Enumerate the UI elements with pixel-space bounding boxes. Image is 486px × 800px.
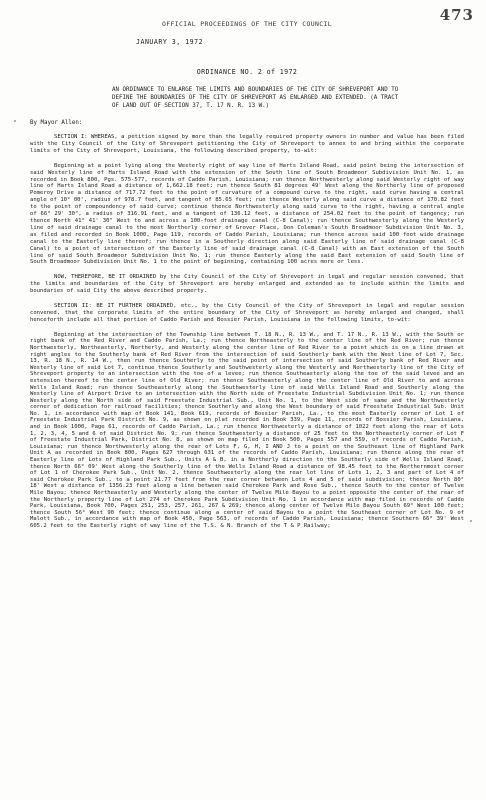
ordinance-caption: AN ORDINANCE TO ENLARGE THE LIMITS AND BOUNDARIES OF THE CITY OF SHREVEPORT AND TO DEFINE THE BOUNDARIES OF THE CITY OF SHREVEPORT AS ENLARGED AND EXTENDED. (A TRACT OF LAND OUT OF SECTION 37, T. 17 N. R. 13 W.) <box>112 87 399 109</box>
ordinance-title: ORDINANCE NO. 2 of 1972 <box>196 68 298 76</box>
scan-speck <box>470 520 472 522</box>
section-one-paragraph: SECTION I: WHEREAS, a petition signed by more than the legally required property owners in number and value has been filed with the City Council of the City of Shreveport petitioning the City of Shreveport to annex to and bring within the corporate limits of the City of Shreveport, Louisiana, the following described property, to-wit: <box>30 134 464 154</box>
proceedings-header: OFFICIAL PROCEEDINGS OF THE CITY COUNCIL <box>162 20 332 28</box>
meeting-date: JANUARY 3, 1972 <box>136 38 204 46</box>
scan-speck <box>14 120 16 122</box>
page-number: 473 <box>439 6 474 24</box>
property-description-paragraph: Beginning at a point lying along the Westerly right of way line of Harts Island Road, said point being the intersection of said Westerly line of Harts Island Road with the extension of the South line of South Broadmoor Subdivision Unit No. 1, as recorded in Book 800, Pgs. 575-577, records of Caddo Parish, Louisiana; run thence Northwesterly along said Westerly right of way line of Harts Island Road a distance of 1,662.18 feet; run thence South 81 degrees 49' West along the Northerly line of proposed Pomeroy Drive a distance of 717.72 feet to the point of curvature of a compound curve to the right, said curve having a central angle of 10° 00', radius of 978.7 feet, and tangent of 85.65 feet; run thence Westerly along said curve a distance of 170.82 feet to the point of compoundency of said curve; continue thence Northwesterly along said curve to the right, having a central angle of 66° 29' 30", a radius of 316.91 feet, and a tangent of 136.12 feet, a distance of 254.02 feet to the point of tangency; run thence North 41° 41' 30" West to and across a 100-foot drainage canal (C-8 Canal); run thence Southwesterly along the Westerly line of said drainage canal to the most Northerly corner of Grover Place, Don Coleman's South Broadmoor Subdivision Unit No. 3, as filed and recorded in Book 1000, Page 119, records of Caddo Parish, Louisiana; run thence across said 100 foot wide drainage canal to the Easterly line thereof; run thence in a Southerly direction along said Easterly line of said drainage canal (C-8 Canal) to a point of intersection of the Easterly line of said drainage canal (C-8 Canal) with an East extension of the South line of said South Broadmoor Subdivision Unit No. 1; run thence Easterly along the said East extension of said South line of South Broadmoor Subdivision Unit No. 1 to the point of beginning, containing 100 acres more or less. <box>30 162 464 266</box>
boundary-description-paragraph: Beginning at the intersection of the Township line between T. 18 N., R. 13 W., and T. 17 N., R. 13 W., with the South or right bank of the Red River and Caddo Parish, La.; run thence Northeasterly to the center line of the Red River; run thence Northwesterly, Northeasterly, Northerly, and Westerly along the center line of Red River to a point which is on a line drawn at right angles to the Southerly bank of Red River from the intersection of said Southerly bank with the West line of Lot 7, Sec. 13, R. 18 N., R. 14 W., then run thence Southerly to the said point of intersection of said Southerly bank of Red River and Westerly line of said Lot 7, continue thence Southerly and Southwesterly along the Westerly and Northwesterly line of the City of Shreveport property to an intersection with the toe of a levee; run thence Southeasterly along the toe of the said levee and an extension thereof to the center line of Old River; run thence Southeasterly along the center line of Old River to and across Wells Island Road; run thence Southeasterly along the Southwesterly line of said Wells Island Road and Southerly along the Westerly line of Airport Drive to an intersection with the North side of Freestate Industrial Subdivision Unit No. 1; run thence Westerly along the North side of said Freestate Industrial Sub., Unit No. 1, to the West side of same and the Northwesterly corner of dedication for railroad facilities; thence Southerly and along the West boundary of said Freestate Industrial Sub. Unit No. 1, in accordance with map of Book 141, Book 619, records of Bossier Parish, La., to the most Easterly corner of Lot 1 of Freestate Industrial Park District No. 9, as shown on plat recorded in Book 339, Page 11, records of Bossier Parish, Louisiana, and in Book 1000, Page 61, records of Caddo Parish, La.; run thence Northwesterly a distance of 1022 feet along the rear of Lots 1, 2, 3, 4, 5 and 6 of said District No. 9; run thence Southwesterly a distance of 25 feet to the Northeasterly corner of Lot F of Freestate Industrial Park, District No. 8, as shown on map filed in Book 500, Pages 557 and 559, of records of Caddo Parish, Louisiana; run thence Northwesterly along the rear of Lots F, G, H, I AND J to a point on the Southeast line of Highland Park Unit A as recorded in Book 800, Pages 627 through 631 of the records of Caddo Parish, Louisiana; run thence along the rear of Easterly line of Lots of Highland Park Sub., Units A & B, in a Northerly direction to the Southerly side of Wells Island Road, thence North 66° 09' West along the Southerly line of the Wells Island Road a distance of 98.45 feet to the Northernmost corner of Lot 1 of Cherokee Park Sub., Unit No. 2, thence Southwesterly along the rear lot line of Lots 1, 2, 3 and part of Lot 4 of said Cherokee Park Sub., to a point 21.77 feet from the rear corner between Lots 4 and 5 of said subdivision; thence North 80° 18' West a distance of 1356.23 feet along a line between said Cherokee Park and Rose Sub., thence South to the center of Twelve Mile Bayou; thence Northeasterly and Westerly along the center of Twelve Mile Bayou to a point opposite the center of the rear of the Northerly property line of Lot 274 of Cherokee Park Subdivision Unit No. 1 in accordance with map filed in records of Caddo Park, Louisiana, Book 700, Pages 251, 253, 257, 261, 267 & 269; thence along center of Twelve Mile Bayou South 69° West 100 feet; thence South 56° West 90 feet; thence continue along a center of said Bayou to a point the Southeast corner of Lot No. 9 of Malott Sub., in accordance with map of Book 450, Page 563, of records of Caddo Parish, Louisiana; thence Southern 66° 39' West 605.2 feet to the Easterly right of way line of the T.S. & N. Branch of the T & P Railway; <box>30 331 464 529</box>
ordained-paragraph: NOW, THEREFORE, BE IT ORDAINED by the City Council of the City of Shreveport in legal and regular session convened, that the limits and boundaries of the City of Shreveport are hereby enlarged and extended as to include within the limits and boundaries of said City the above described property. <box>30 274 464 295</box>
byline: By Mayor Allen: <box>30 120 83 126</box>
section-two-paragraph: SECTION II: BE IT FURTHER ORDAINED, etc., by the City Council of the City of Shreveport in legal and regular session convened, that the corporate limits of the entire boundary of the City of Shreveport as hereby enlarged and changed, shall henceforth include all that portion of Caddo Parish and Bossier Parish, Louisiana in the following limits, to-wit: <box>30 303 464 323</box>
